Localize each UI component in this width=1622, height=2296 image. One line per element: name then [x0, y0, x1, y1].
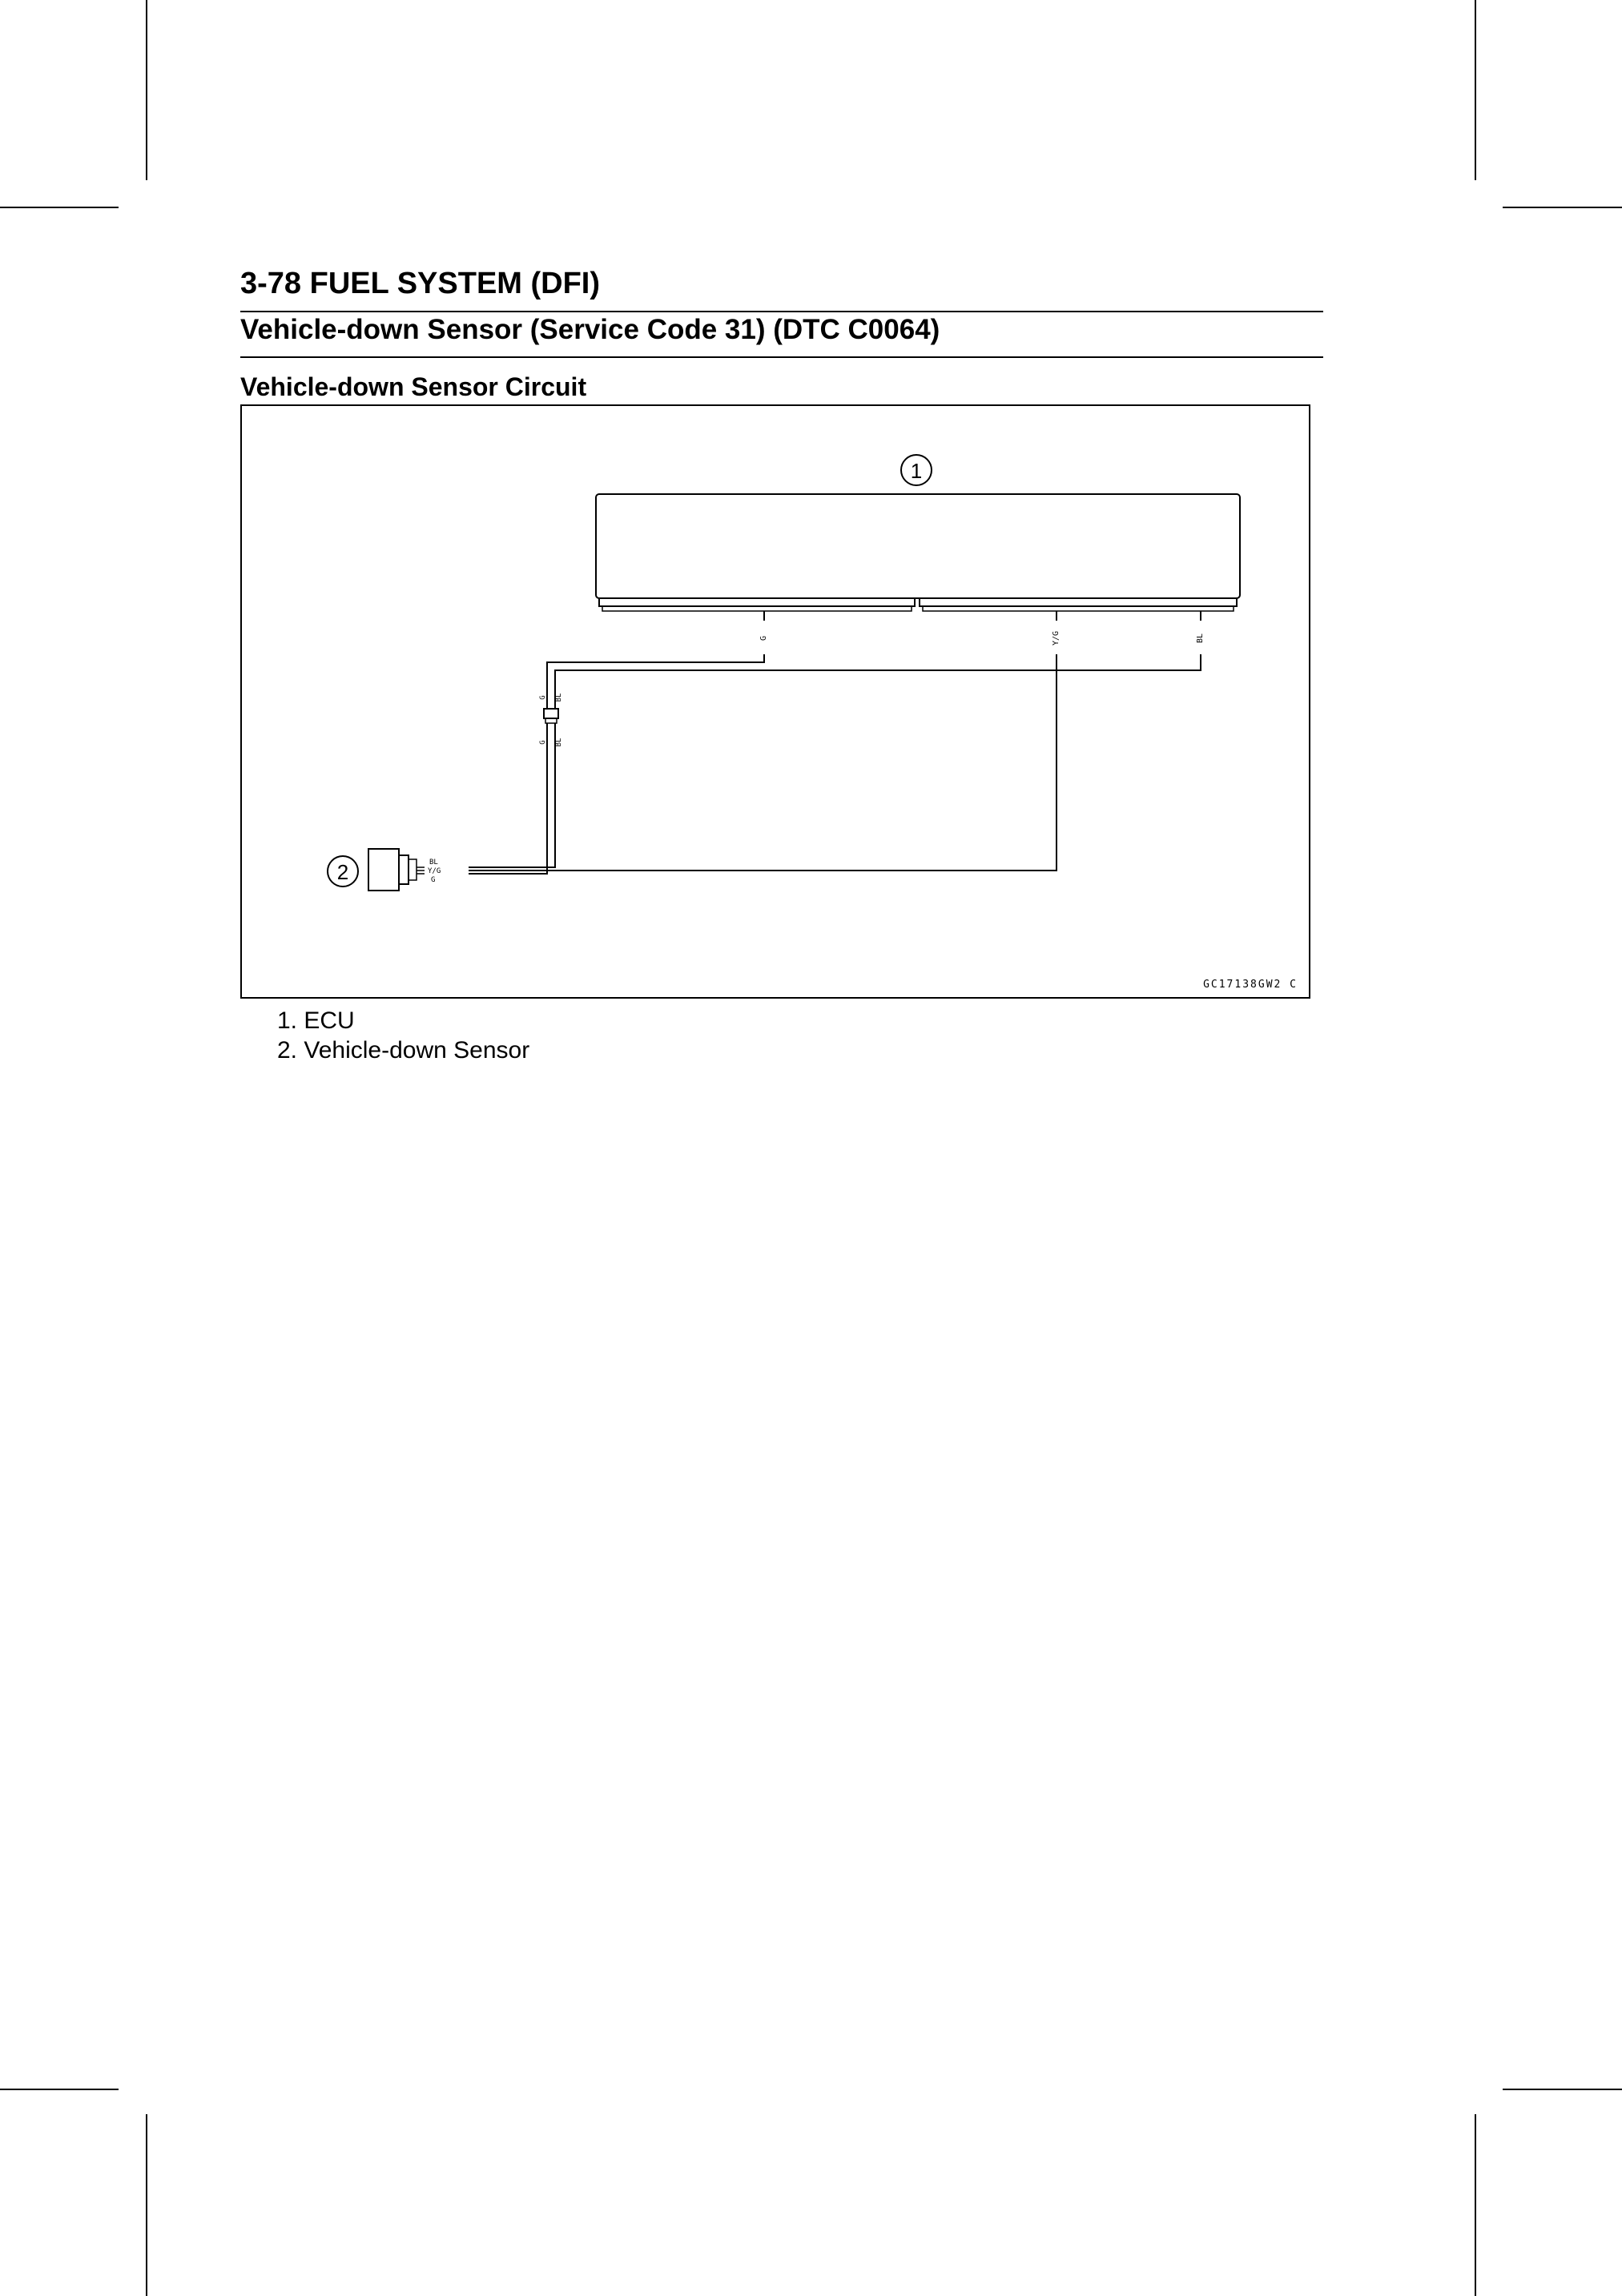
junction-label-upper-g: G: [539, 695, 547, 700]
ecu-pin-label-g: G: [759, 635, 768, 641]
subsection-title: Vehicle-down Sensor Circuit: [240, 372, 587, 401]
callout-2-label: 2: [336, 860, 349, 884]
legend-item: 2. Vehicle-down Sensor: [277, 1037, 530, 1064]
crop-mark: [1503, 2089, 1622, 2090]
sensor-wire-label-g: G: [431, 876, 436, 884]
legend-item: 1. ECU: [277, 1007, 355, 1034]
callout-1-label: 1: [910, 459, 923, 483]
circuit-diagram-frame: [240, 404, 1310, 999]
crop-mark: [146, 0, 147, 180]
crop-mark: [0, 2089, 119, 2090]
figure-code: GC17138GW2 C: [1203, 979, 1298, 991]
crop-mark: [146, 2114, 147, 2296]
ecu-connector-left: [599, 598, 915, 606]
header-rule: [240, 311, 1323, 312]
sensor-connector-pins: [409, 859, 417, 880]
crop-mark: [1475, 2114, 1476, 2296]
ecu-box: [596, 494, 1240, 598]
sensor-body: [368, 849, 399, 891]
junction-label-lower-bl: BL: [555, 738, 563, 747]
figure-legend: [277, 1006, 529, 1065]
crop-mark: [0, 207, 119, 208]
ecu-pin-label-yg: Y/G: [1052, 630, 1061, 646]
junction-label-lower-g: G: [539, 740, 547, 745]
wiring: [469, 611, 1201, 874]
section-rule: [240, 356, 1323, 358]
sensor-connector: [399, 855, 409, 884]
ecu-connector-right: [920, 598, 1237, 606]
page-header: 3-78 FUEL SYSTEM (DFI): [240, 267, 601, 300]
ecu-pin-label-bl: BL: [1196, 633, 1205, 644]
crop-mark: [1503, 207, 1622, 208]
section-title: Vehicle-down Sensor (Service Code 31) (DTC C0064): [240, 314, 940, 345]
junction-label-upper-bl: BL: [555, 693, 563, 702]
circuit-diagram: [242, 406, 1309, 997]
sensor-wire-label-bl: BL: [429, 858, 438, 867]
junction-connector: [544, 709, 558, 718]
sensor-wire-label-yg: Y/G: [428, 867, 441, 875]
crop-mark: [1475, 0, 1476, 180]
